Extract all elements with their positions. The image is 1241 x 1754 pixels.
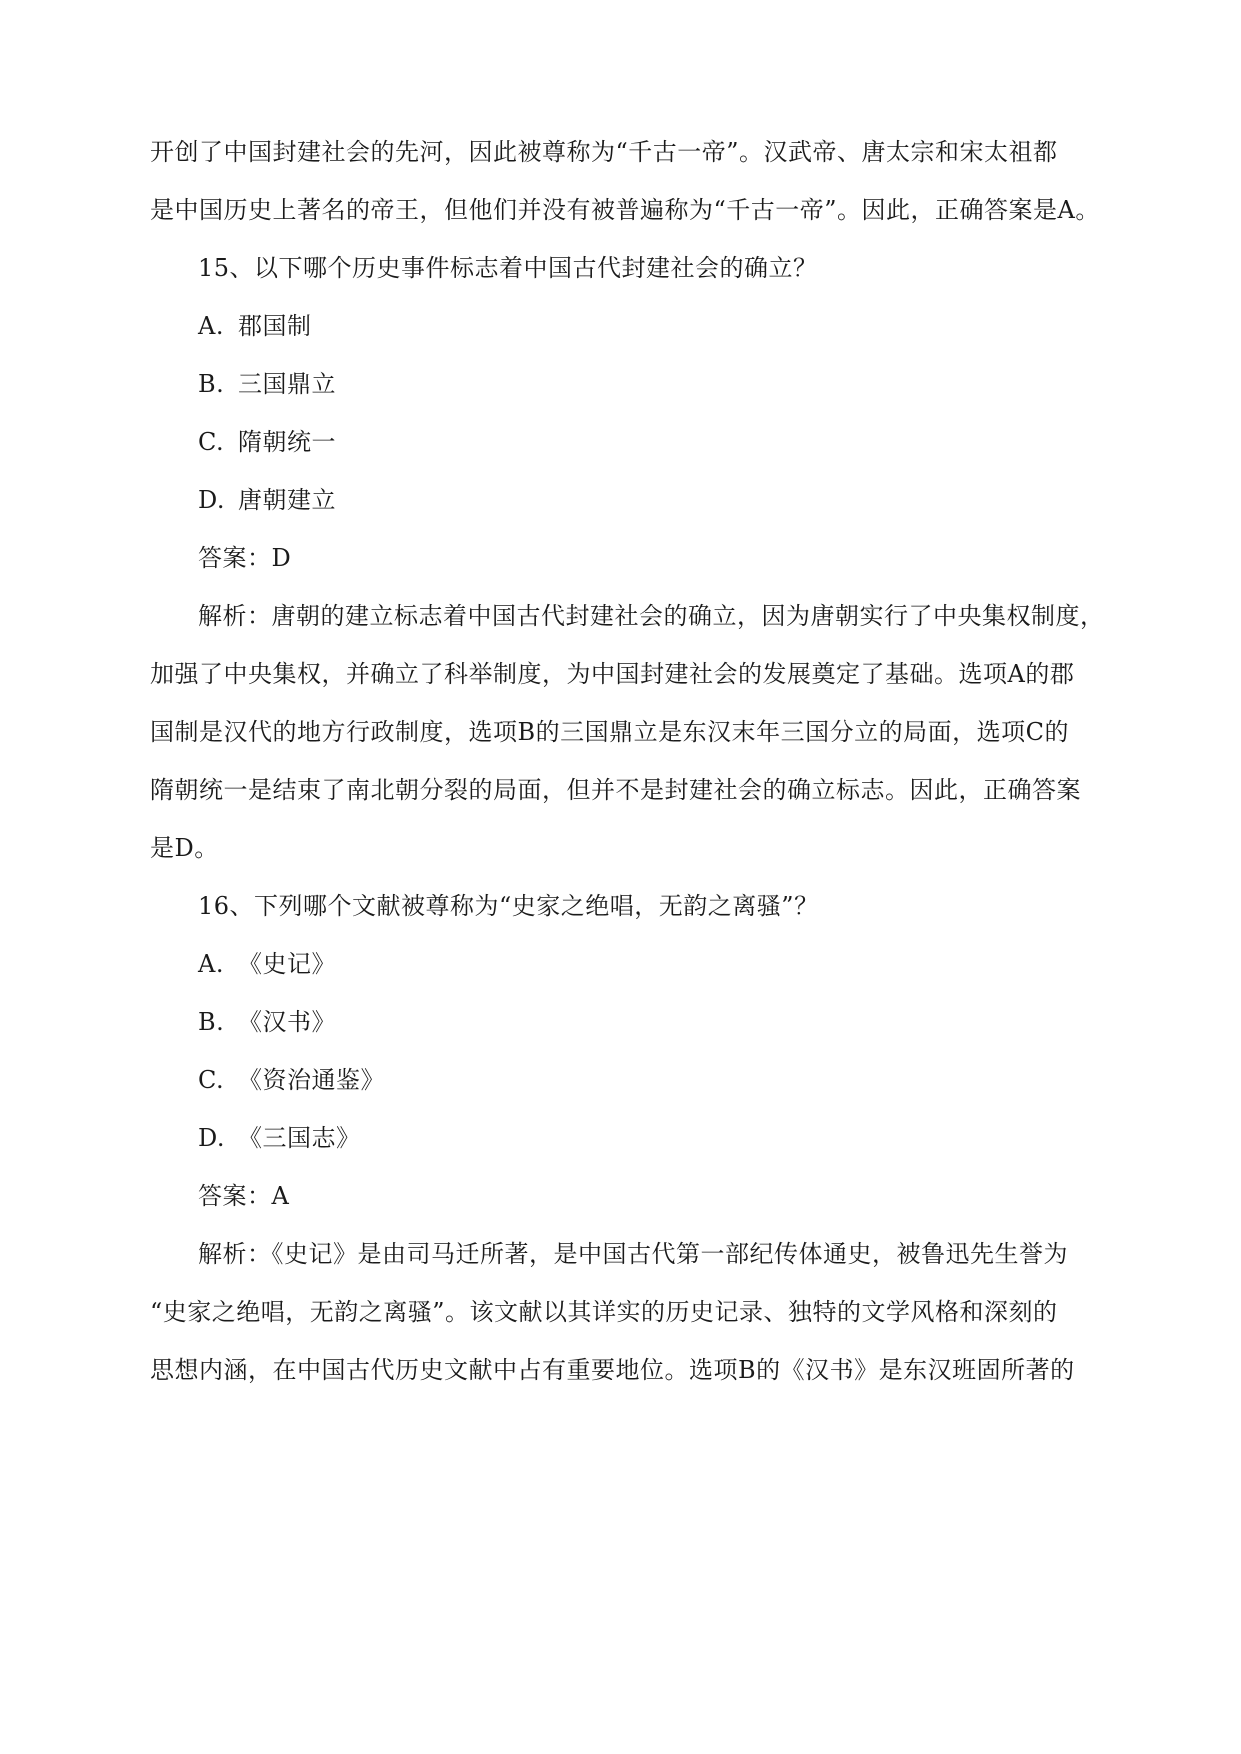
option-letter: D. [198,486,226,514]
option-letter: B. [198,1008,225,1036]
q16-option-d [198,1121,1138,1155]
option-letter: A. [198,312,224,340]
option-text: 隋朝统一 [238,428,336,456]
option-text: 《三国志》 [238,1124,361,1152]
q15-option-a [198,309,1138,343]
q16-explanation-line-3: 思想内涵，在中国古代历史文献中占有重要地位。选项B的《汉书》是东汉班固所著的 [150,1356,1075,1384]
q15-explanation-line-1: 解析：唐朝的建立标志着中国古代封建社会的确立，因为唐朝实行了中央集权制度， [198,602,1105,630]
q16-question: 16、下列哪个文献被尊称为“史家之绝唱，无韵之离骚”？ [198,892,819,920]
q15-question: 15、以下哪个历史事件标志着中国古代封建社会的确立？ [198,254,818,282]
q15-explanation-line-4: 隋朝统一是结束了南北朝分裂的局面，但并不是封建社会的确立标志。因此，正确答案 [150,776,1081,804]
option-letter: C. [198,1066,225,1094]
q16-option-c [198,1063,1138,1097]
option-text: 三国鼎立 [238,370,336,398]
option-text: 《汉书》 [238,1008,336,1036]
q14-explanation-line-2: 是中国历史上著名的帝王，但他们并没有被普遍称为“千古一帝”。因此，正确答案是A。 [150,196,1100,224]
q15-option-b [198,367,1138,401]
q15-explanation-line-2: 加强了中央集权，并确立了科举制度，为中国封建社会的发展奠定了基础。选项A的郡 [150,660,1075,688]
option-text: 郡国制 [238,312,312,340]
q16-explanation-line-2: “史家之绝唱，无韵之离骚”。该文献以其详实的历史记录、独特的文学风格和深刻的 [150,1298,1058,1326]
option-letter: C. [198,428,225,456]
option-letter: B. [198,370,225,398]
option-letter: A. [198,950,224,978]
q16-answer: 答案：A [198,1182,290,1210]
option-text: 唐朝建立 [238,486,336,514]
q16-option-b [198,1005,1138,1039]
q15-explanation-line-3: 国制是汉代的地方行政制度，选项B的三国鼎立是东汉末年三国分立的局面，选项C的 [150,718,1069,746]
q16-option-a [198,947,1138,981]
option-text: 《资治通鉴》 [238,1066,385,1094]
option-text: 《史记》 [238,950,336,978]
q15-answer: 答案：D [198,544,292,572]
q15-option-c [198,425,1138,459]
option-letter: D. [198,1124,226,1152]
q16-explanation-line-1: 解析：《史记》是由司马迁所著，是中国古代第一部纪传体通史，被鲁迅先生誉为 [198,1240,1068,1268]
q15-explanation-line-5: 是D。 [150,834,219,862]
q15-option-d [198,483,1138,517]
q14-explanation-line-1: 开创了中国封建社会的先河，因此被尊称为“千古一帝”。汉武帝、唐太宗和宋太祖都 [150,138,1058,166]
